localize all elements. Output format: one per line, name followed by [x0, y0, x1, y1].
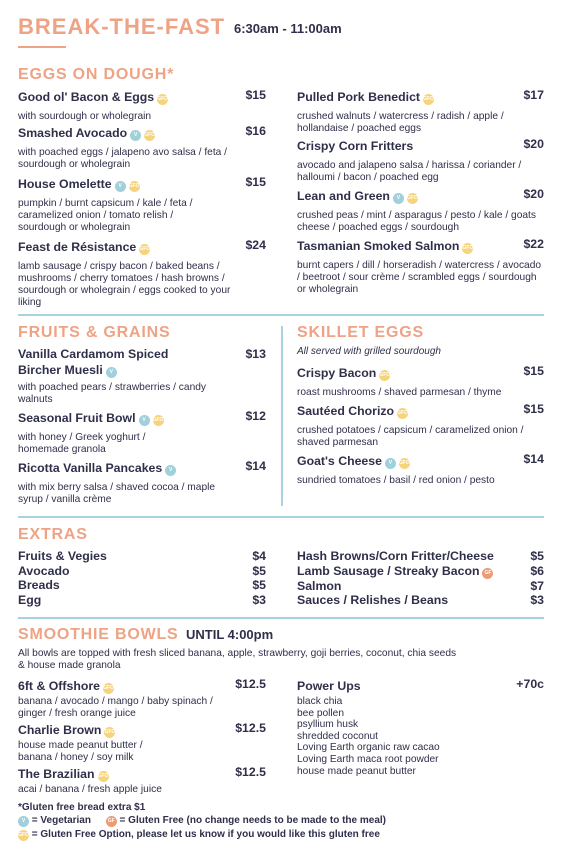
gluten-free-option-icon: GFO — [144, 130, 155, 141]
item-description: crushed peas / mint / asparagus / pesto / kale / goats cheese / poached eggs / sourdough — [297, 210, 536, 233]
legend-gluten-free: = Gluten Free (no change needs to be made to the meal) — [119, 815, 386, 826]
extra-row — [297, 564, 544, 579]
item-description: crushed walnuts / watercress / radish / apple / hollandaise / poached eggs — [297, 111, 504, 134]
item-description: with honey / Greek yoghurt / homemade granola — [18, 432, 146, 455]
section-divider — [18, 617, 544, 619]
item-description: house made peanut butter / banana / honey / soy milk — [18, 740, 143, 763]
eggs-right-column — [297, 88, 544, 296]
gluten-free-option-icon: GFO — [129, 181, 140, 192]
menu-item — [18, 238, 266, 309]
extra-name: Fruits & Vegies — [18, 549, 107, 563]
item-price: $14 — [523, 452, 544, 466]
item-description: sundried tomatoes / basil / red onion / pesto — [297, 475, 495, 486]
item-price: $12.5 — [235, 677, 266, 691]
smoothie-hours: UNTIL 4:00pm — [185, 627, 274, 642]
menu-item — [297, 237, 544, 296]
extra-price: $5 — [252, 563, 266, 578]
extra-row — [18, 564, 266, 579]
menu-item — [18, 347, 266, 409]
gluten-free-option-icon: GFO — [399, 458, 410, 469]
item-price: $12.5 — [235, 721, 266, 735]
item-price: $13 — [245, 347, 266, 361]
item-price: $24 — [245, 238, 266, 252]
gluten-free-option-icon: GFO — [18, 830, 29, 841]
item-name: Pulled Pork Benedict — [297, 90, 420, 104]
gluten-free-option-icon: GFO — [98, 771, 109, 782]
item-name: Charlie Brown — [18, 723, 102, 737]
extra-name: Breads — [18, 578, 60, 592]
smoothie-column — [18, 677, 266, 796]
legend-vegetarian: = Vegetarian — [31, 815, 91, 826]
item-price: $20 — [523, 187, 544, 201]
power-up-item: psyllium husk — [297, 719, 359, 731]
item-name: Goat's Cheese — [297, 454, 382, 468]
extra-name: Egg — [18, 592, 42, 607]
power-ups-price: +70c — [516, 677, 544, 691]
gluten-free-option-icon: GFO — [379, 370, 390, 381]
legend — [18, 802, 548, 841]
gluten-free-option-icon: GFO — [157, 94, 168, 105]
menu-item — [18, 765, 266, 796]
extra-name: Hash Browns/Corn Fritter/Cheese — [297, 549, 494, 563]
item-description: lamb sausage / crispy bacon / baked beans / mushrooms / cherry tomatoes / hash browns / sourdough or wholegrain / eggs cooked to your liking — [18, 261, 231, 308]
smoothie-heading — [18, 626, 273, 644]
item-price: $17 — [523, 88, 544, 102]
item-name: Good ol' Bacon & Eggs — [18, 90, 155, 104]
vegetarian-icon: V — [393, 193, 404, 204]
section-eggs-on-dough: EGGS ON DOUGH* — [18, 66, 175, 83]
menu-item — [18, 124, 266, 175]
item-name: Seasonal Fruit Bowl — [18, 411, 136, 425]
section-divider — [18, 516, 544, 518]
gluten-free-option-icon: GFO — [153, 415, 164, 426]
item-price: $15 — [245, 175, 266, 189]
item-name: The Brazilian — [18, 767, 95, 781]
extra-row — [297, 579, 544, 594]
item-price: $14 — [245, 459, 266, 473]
gluten-free-option-icon: GFO — [103, 683, 114, 694]
section-skillet-eggs: SKILLET EGGS — [297, 324, 424, 341]
power-ups-list — [297, 696, 544, 777]
item-description: crushed potatoes / capsicum / caramelized onion / shaved parmesan — [297, 425, 524, 448]
extra-row — [18, 593, 266, 608]
service-hours: 6:30am - 11:00am — [234, 21, 342, 36]
power-up-item: Loving Earth organic raw cacao — [297, 742, 440, 754]
extra-name: Salmon — [297, 578, 342, 593]
extra-price: $3 — [530, 593, 544, 607]
item-name: Crispy Corn Fritters — [297, 139, 414, 153]
smoothie-note: All bowls are topped with fresh sliced banana, apple, strawberry, goji berries, coconut, chia seeds & house made granola — [18, 648, 457, 671]
power-up-item: black chia — [297, 696, 343, 707]
gluten-free-icon: GF — [482, 568, 493, 579]
skillet-column — [297, 364, 544, 487]
vegetarian-icon: V — [130, 130, 141, 141]
extra-price: $5 — [530, 549, 544, 563]
item-price: $22 — [523, 237, 544, 251]
item-description: avocado and jalapeno salsa / harissa / coriander / halloumi / bacon / poached egg — [297, 160, 522, 183]
vegetarian-icon: V — [139, 415, 150, 426]
vegetarian-icon: V — [385, 458, 396, 469]
menu-item — [18, 721, 266, 765]
title-underline — [18, 46, 66, 48]
extras-right — [297, 549, 544, 608]
gluten-free-note: *Gluten free bread extra $1 — [18, 802, 146, 813]
item-name: Lean and Green — [297, 189, 390, 203]
extra-row — [297, 549, 544, 564]
extra-price: $6 — [530, 563, 544, 578]
power-up-item: bee pollen — [297, 707, 345, 719]
gluten-free-option-icon: GFO — [397, 408, 408, 419]
menu-item — [18, 88, 266, 122]
extra-price: $3 — [252, 592, 266, 607]
legend-gluten-free-option: = Gluten Free Option, please let us know if you would like this gluten free — [31, 829, 380, 840]
menu-item — [297, 88, 544, 134]
item-name: Crispy Bacon — [297, 366, 377, 380]
eggs-left-column — [18, 88, 266, 309]
fruits-column — [18, 347, 266, 506]
skillet-note: All served with grilled sourdough — [297, 346, 441, 357]
item-price: $15 — [523, 364, 544, 378]
extra-row — [297, 593, 544, 608]
item-name: 6ft & Offshore — [18, 679, 100, 693]
power-up-item: shredded coconut — [297, 730, 378, 742]
menu-item — [18, 409, 266, 459]
gluten-free-option-icon: GFO — [407, 193, 418, 204]
section-fruits-grains: FRUITS & GRAINS — [18, 324, 171, 341]
gluten-free-option-icon: GFO — [462, 243, 473, 254]
item-description: with sourdough or wholegrain — [18, 111, 152, 122]
column-divider — [281, 326, 283, 506]
item-price: $15 — [245, 88, 266, 102]
legend-row — [18, 815, 548, 827]
vegetarian-icon: V — [165, 465, 176, 476]
item-name: House Omelette — [18, 177, 112, 191]
power-up-item: Loving Earth maca root powder — [297, 753, 439, 765]
gluten-free-option-icon: GFO — [104, 727, 115, 738]
item-description: with poached eggs / jalapeno avo salsa / feta / sourdough or wholegrain — [18, 147, 227, 170]
section-extras: EXTRAS — [18, 526, 88, 543]
extra-price: $5 — [252, 578, 266, 592]
menu-item — [297, 187, 544, 237]
item-name: Sautéed Chorizo — [297, 404, 395, 418]
extra-row — [18, 578, 266, 593]
extra-price: $7 — [530, 578, 544, 593]
item-description: banana / avocado / mango / baby spinach / ginger / fresh orange juice — [18, 696, 213, 719]
item-description: with mix berry salsa / shaved cocoa / maple syrup / vanilla crème — [18, 482, 216, 505]
item-name: Vanilla Cardamom Spiced — [18, 347, 169, 361]
menu-item — [297, 137, 544, 187]
legend-row — [18, 829, 548, 841]
item-description: pumpkin / burnt capsicum / kale / feta / caramelized onion / tomato relish / sourdough or wholegrain — [18, 198, 193, 233]
vegetarian-icon: V — [106, 367, 117, 378]
section-smoothie-bowls: SMOOTHIE BOWLS — [18, 626, 179, 643]
extra-row — [18, 549, 266, 564]
item-price: $12 — [245, 409, 266, 423]
menu-item — [18, 677, 266, 721]
item-price: $12.5 — [235, 765, 266, 779]
power-up-item: house made peanut butter — [297, 765, 416, 777]
item-name: Smashed Avocado — [18, 126, 128, 140]
menu-item — [18, 459, 266, 506]
menu-item — [297, 452, 544, 487]
item-name: Ricotta Vanilla Pancakes — [18, 461, 163, 475]
gluten-free-option-icon: GFO — [139, 244, 150, 255]
menu-item — [18, 175, 266, 238]
extra-name: Avocado — [18, 563, 70, 578]
item-price: $16 — [245, 124, 266, 138]
item-description: acai / banana / fresh apple juice — [18, 784, 162, 795]
item-description: with poached pears / strawberries / candy walnuts — [18, 382, 206, 405]
gluten-free-option-icon: GFO — [423, 94, 434, 105]
menu-item — [297, 364, 544, 402]
vegetarian-icon: V — [115, 181, 126, 192]
extra-name: Sauces / Relishes / Beans — [297, 593, 449, 607]
item-name: Feast de Résistance — [18, 240, 137, 254]
extras-left — [18, 549, 266, 607]
section-divider — [18, 314, 544, 316]
power-ups-title: Power Ups — [297, 679, 361, 693]
gluten-free-icon: GF — [106, 816, 117, 827]
menu-item — [297, 402, 544, 452]
item-price: $20 — [523, 137, 544, 151]
item-name: Tasmanian Smoked Salmon — [297, 239, 460, 253]
power-ups — [297, 677, 544, 777]
item-description: burnt capers / dill / horseradish / watercress / avocado / beetroot / sour crème / scrambled eggs / sourdough or wholegrain — [297, 260, 542, 295]
item-name-line2: Bircher Muesli — [18, 363, 103, 377]
extra-price: $4 — [252, 549, 266, 563]
item-price: $15 — [523, 402, 544, 416]
vegetarian-icon: V — [18, 816, 29, 827]
menu-title: BREAK-THE-FAST — [18, 14, 226, 39]
extra-name: Lamb Sausage / Streaky Bacon — [297, 563, 480, 578]
item-description: roast mushrooms / shaved parmesan / thyme — [297, 387, 502, 398]
